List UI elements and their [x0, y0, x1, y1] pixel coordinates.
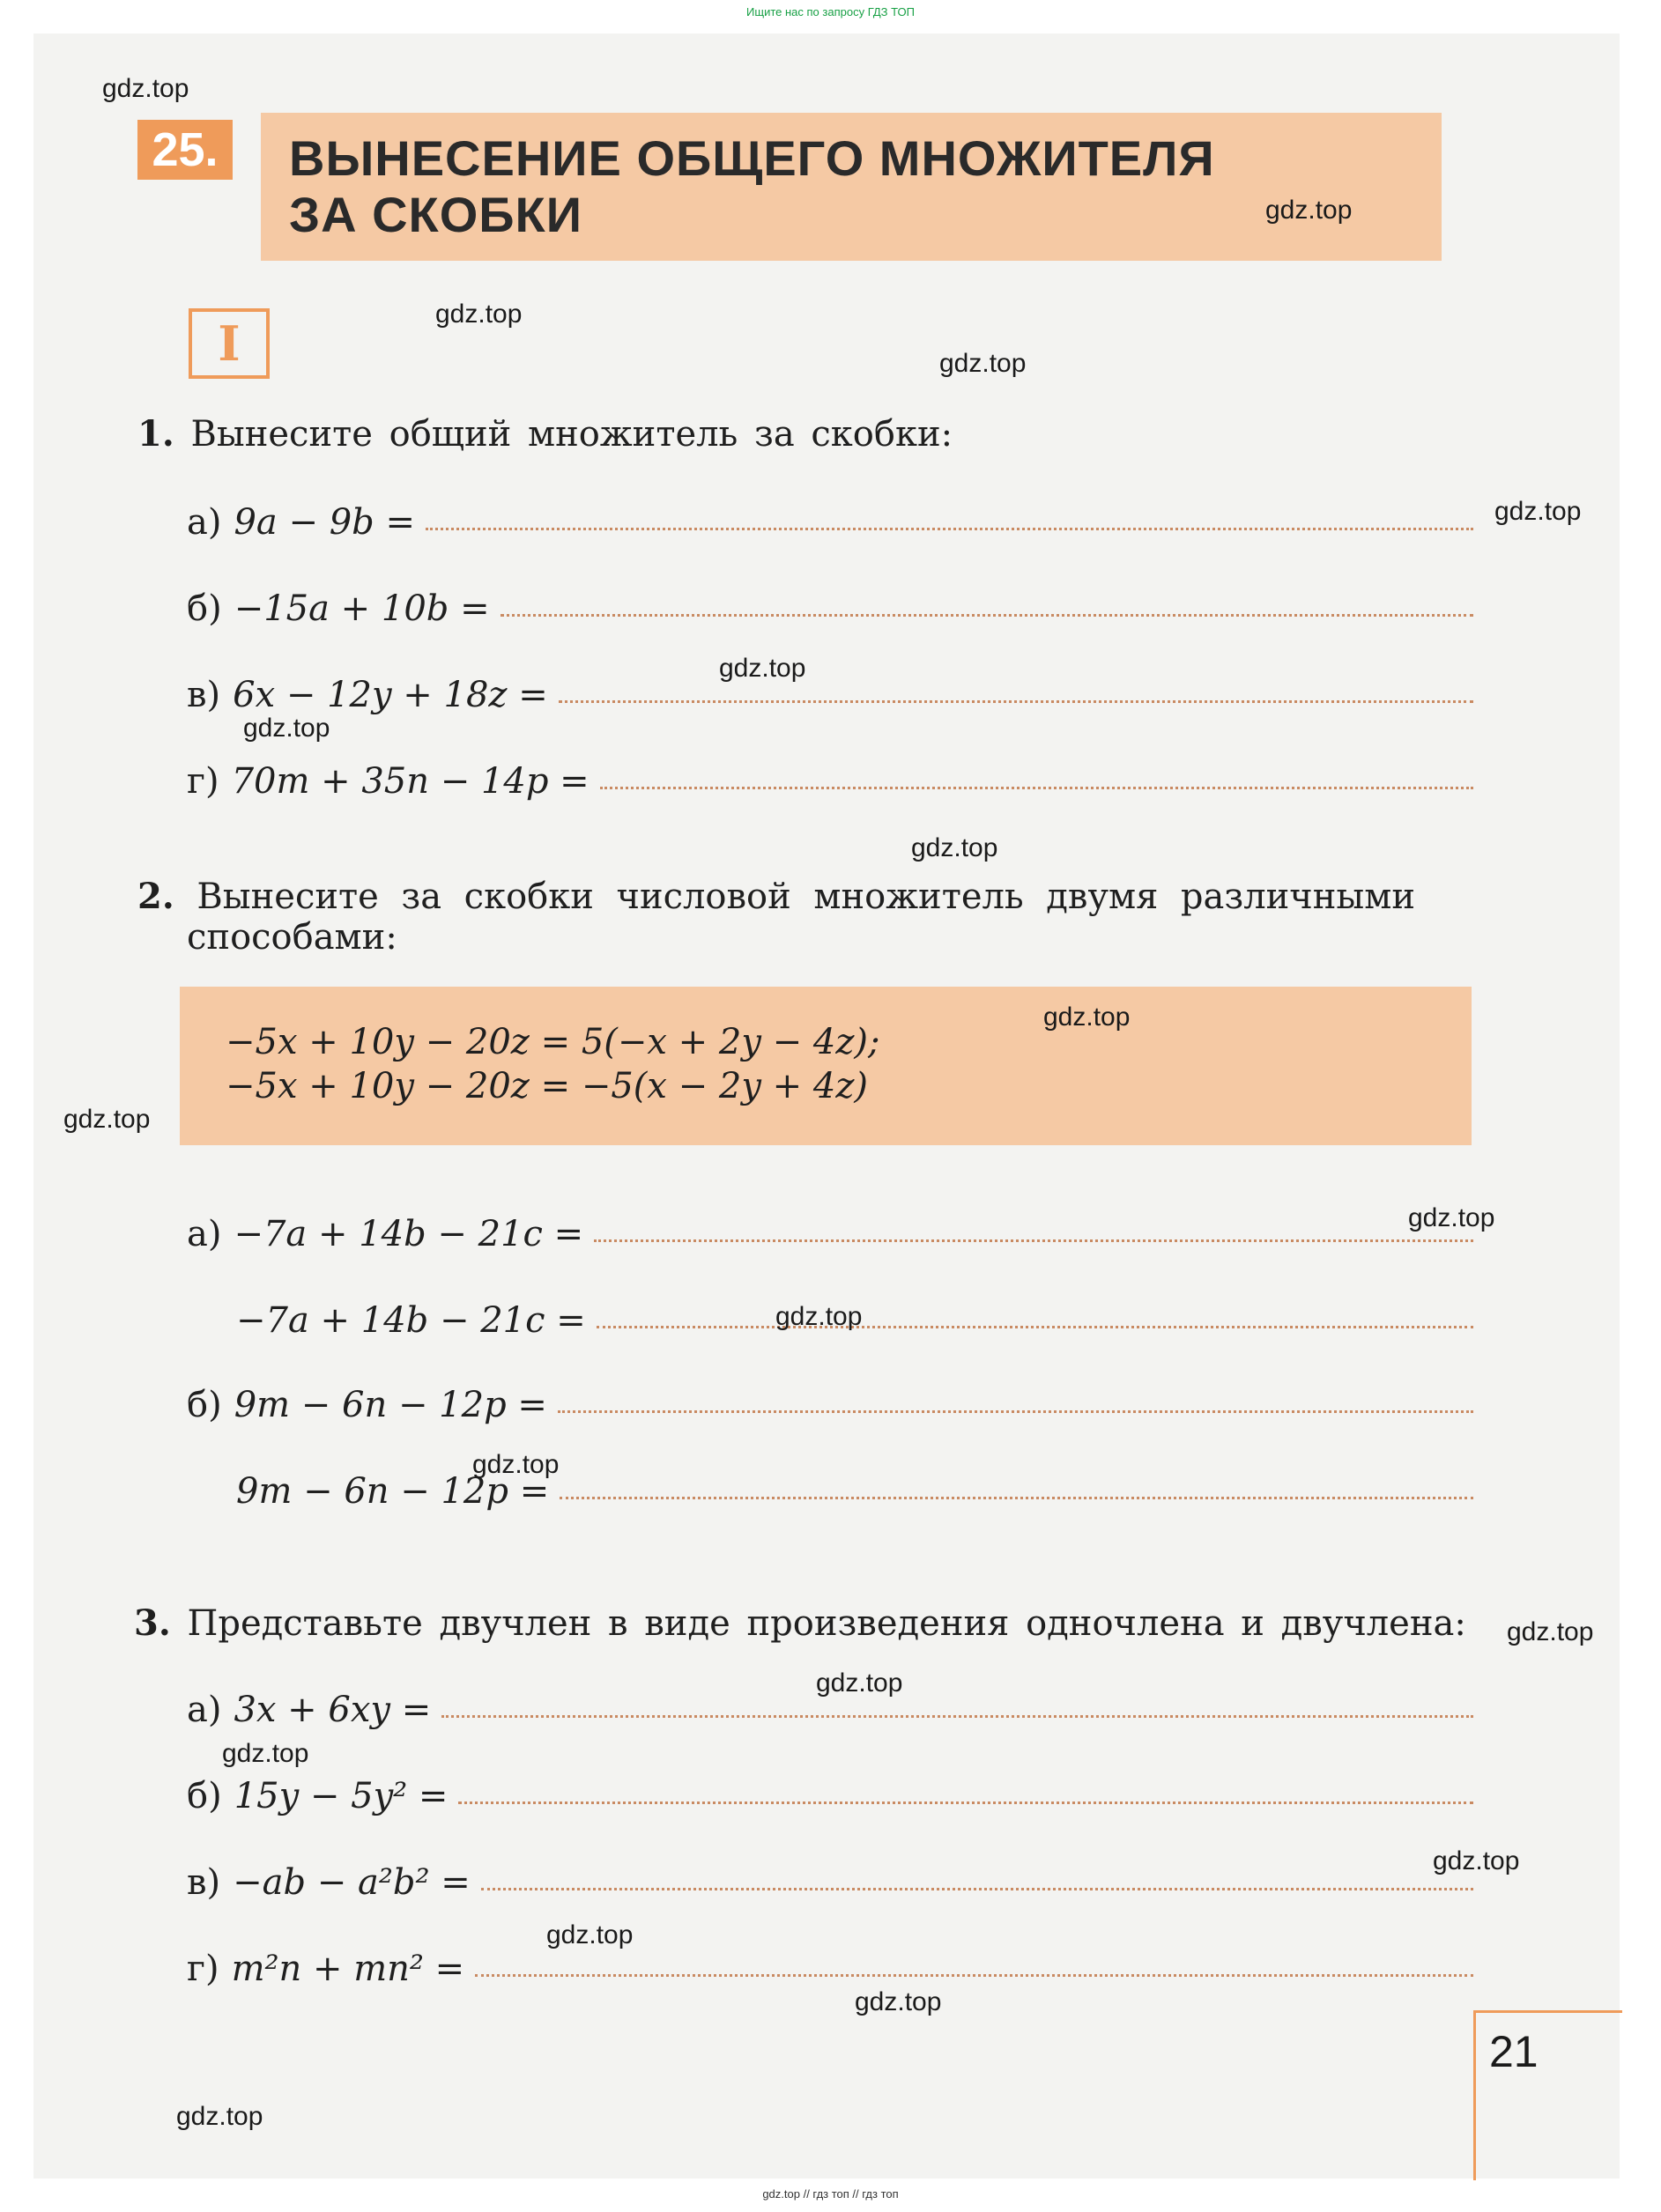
task1-text: Вынесите общий множитель за скобки:: [190, 414, 953, 455]
task2-item-a: [187, 1214, 1473, 1254]
watermark: gdz.top: [855, 1987, 942, 2016]
watermark: gdz.top: [911, 833, 998, 862]
watermark: gdz.top: [1408, 1203, 1495, 1232]
answer-line[interactable]: [560, 1497, 1473, 1499]
item-label: а): [187, 502, 222, 543]
section-title: [289, 130, 1215, 243]
item-expression: −15a + 10b =: [234, 588, 490, 629]
item-label: г): [187, 1949, 219, 1989]
task2-item-b-alt: [236, 1471, 1473, 1512]
answer-line[interactable]: [597, 1326, 1473, 1328]
answer-line[interactable]: [559, 700, 1473, 703]
task2-number: 2.: [137, 876, 174, 917]
item-expression: −ab − a²b² =: [233, 1862, 471, 1903]
watermark: gdz.top: [63, 1105, 151, 1134]
task3-number: 3.: [134, 1602, 171, 1644]
item-label: в): [187, 1862, 221, 1903]
item-expression: −7a + 14b − 21c =: [234, 1214, 584, 1254]
watermark: gdz.top: [472, 1450, 560, 1479]
item-expression: 15y − 5y² =: [234, 1776, 449, 1816]
answer-line[interactable]: [441, 1715, 1473, 1718]
answer-line[interactable]: [558, 1410, 1473, 1413]
watermark: gdz.top: [176, 2102, 263, 2131]
watermark: gdz.top: [102, 74, 189, 103]
task2-text-line2: способами:: [187, 917, 397, 958]
answer-line[interactable]: [458, 1801, 1473, 1804]
example-line1: −5x + 10y − 20z = 5(−x + 2y − 4z);: [226, 1022, 880, 1062]
item-label: б): [187, 1385, 222, 1425]
item-label: а): [187, 1690, 222, 1730]
answer-line[interactable]: [481, 1888, 1473, 1890]
watermark: gdz.top: [1494, 497, 1582, 526]
answer-line[interactable]: [594, 1239, 1473, 1242]
watermark: gdz.top: [939, 349, 1027, 378]
item-expression: 3x + 6xy =: [234, 1690, 432, 1730]
example-line2: −5x + 10y − 20z = −5(x − 2y + 4z): [226, 1066, 869, 1106]
watermark: gdz.top: [1265, 196, 1353, 225]
task1-item-d: [187, 761, 1473, 802]
task1-item-b: [187, 588, 1473, 629]
item-label: г): [187, 761, 219, 802]
watermark: gdz.top: [1433, 1846, 1520, 1875]
section-number: 25.: [137, 120, 233, 180]
watermark: gdz.top: [1507, 1617, 1594, 1646]
bottom-note: gdz.top // гдз топ // гдз топ: [762, 2187, 899, 2201]
item-label: в): [187, 675, 221, 715]
page-number: 21: [1489, 2027, 1539, 2076]
task3-statement: [134, 1603, 1466, 1644]
task3-item-b: [187, 1776, 1473, 1816]
watermark: gdz.top: [546, 1920, 634, 1949]
task2-statement: [137, 877, 1415, 958]
watermark: gdz.top: [222, 1739, 309, 1768]
watermark: gdz.top: [719, 654, 806, 683]
watermark: gdz.top: [775, 1302, 863, 1331]
item-expression: m²n + mn² =: [231, 1949, 465, 1989]
watermark: gdz.top: [1043, 1002, 1131, 1032]
task1-statement: [137, 414, 953, 455]
task3-item-c: [187, 1862, 1473, 1903]
level-badge: I: [189, 308, 270, 379]
answer-line[interactable]: [501, 614, 1473, 617]
item-expression: 6x − 12y + 18z =: [233, 675, 548, 715]
task2-text-line1: Вынесите за скобки числовой множитель двумя различными: [197, 877, 1415, 917]
watermark: gdz.top: [816, 1668, 903, 1698]
item-expression: 9m − 6n − 12p =: [236, 1471, 550, 1512]
item-expression: 9m − 6n − 12p =: [234, 1385, 547, 1425]
answer-line[interactable]: [600, 787, 1473, 789]
item-expression: −7a + 14b − 21c =: [236, 1300, 586, 1341]
item-label: б): [187, 588, 222, 629]
item-label: а): [187, 1214, 222, 1254]
task1-item-a: [187, 502, 1473, 543]
watermark: gdz.top: [243, 714, 330, 743]
item-expression: 9a − 9b =: [234, 502, 415, 543]
task2-item-b: [187, 1385, 1473, 1425]
item-expression: 70m + 35n − 14p =: [231, 761, 590, 802]
answer-line[interactable]: [475, 1974, 1473, 1977]
watermark: gdz.top: [435, 300, 523, 329]
section-title-line1: ВЫНЕСЕНИЕ ОБЩЕГО МНОЖИТЕЛЯ: [289, 130, 1215, 186]
task2-text-line1-row: [137, 877, 1415, 917]
task3-item-d: [187, 1949, 1473, 1989]
top-note: Ищите нас по запросу ГДЗ ТОП: [746, 5, 915, 18]
task1-number: 1.: [137, 413, 174, 455]
task3-text: Представьте двучлен в виде произведения одночлена и двучлена:: [187, 1603, 1466, 1644]
answer-line[interactable]: [426, 528, 1473, 530]
item-label: б): [187, 1776, 222, 1816]
section-title-line2: ЗА СКОБКИ: [289, 187, 582, 242]
task1-item-c: [187, 675, 1473, 715]
